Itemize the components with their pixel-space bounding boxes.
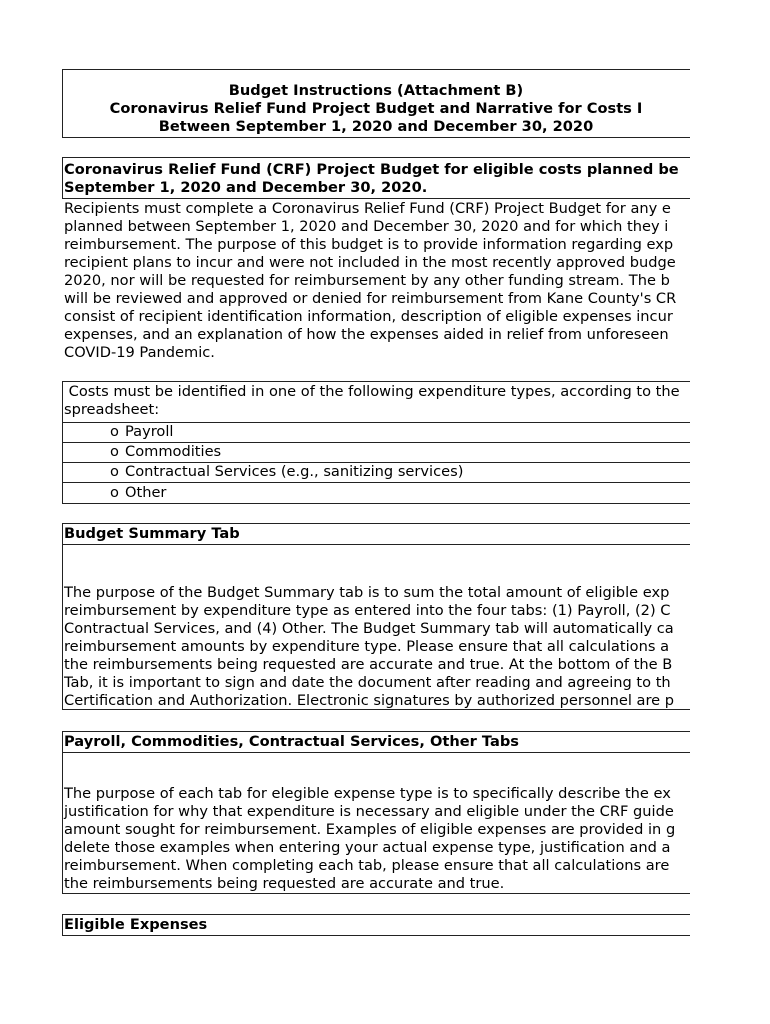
tabs-body-line: justification for why that expenditure is necessary and eligible under the CRF guide: [64, 803, 674, 820]
bullet-icon: o: [110, 484, 119, 501]
summary-body-line: Tab, it is important to sign and date the document after reading and agreeing to th: [64, 674, 671, 691]
summary-body-line: Certification and Authorization. Electronic signatures by authorized personnel are p: [64, 692, 675, 709]
expenditure-type-label: Contractual Services (e.g., sanitizing services): [125, 463, 464, 480]
expenditure-type-other: [110, 484, 166, 502]
crf-body-line: recipient plans to incur and were not included in the most recently approved budge: [64, 254, 676, 271]
crf-body-line: consist of recipient identification information, description of eligible expenses incur: [64, 308, 673, 325]
document-title: Budget Instructions (Attachment B): [228, 82, 524, 99]
tabs-title: Payroll, Commodities, Contractual Services, Other Tabs: [64, 733, 519, 750]
crf-body-line: 2020, nor will be requested for reimbursement by any other funding stream. The b: [64, 272, 670, 289]
crf-body-line: COVID-19 Pandemic.: [64, 344, 215, 361]
expenditure-type-label: Other: [125, 484, 167, 501]
crf-title-line-1: Coronavirus Relief Fund (CRF) Project Budget for eligible costs planned be: [64, 161, 679, 178]
bullet-icon: o: [110, 423, 119, 440]
row-divider: [62, 482, 690, 483]
eligible-title: Eligible Expenses: [64, 916, 208, 933]
summary-body-line: reimbursement by expenditure type as entered into the four tabs: (1) Payroll, (2) C: [64, 602, 671, 619]
expenditure-type-label: Commodities: [125, 443, 222, 460]
tabs-body-line: reimbursement. When completing each tab, please ensure that all calculations are: [64, 857, 670, 874]
tabs-body-line: the reimbursements being requested are accurate and true.: [64, 875, 505, 892]
crf-body-line: planned between September 1, 2020 and December 30, 2020 and for which they i: [64, 218, 669, 235]
crf-title-line-2: September 1, 2020 and December 30, 2020.: [64, 179, 428, 196]
summary-body-line: Contractual Services, and (4) Other. The Budget Summary tab will automatically ca: [64, 620, 674, 637]
tabs-body-line: amount sought for reimbursement. Examples of eligible expenses are provided in g: [64, 821, 676, 838]
tabs-body-line: The purpose of each tab for elegible expense type is to specifically describe the ex: [64, 785, 671, 802]
summary-body-line: reimbursement amounts by expenditure type. Please ensure that all calculations a: [64, 638, 670, 655]
bullet-icon: o: [110, 443, 119, 460]
document-date-range: Between September 1, 2020 and December 30, 2020: [158, 118, 594, 135]
document-page: [62, 0, 690, 1024]
crf-body-line: Recipients must complete a Coronavirus Relief Fund (CRF) Project Budget for any e: [64, 200, 671, 217]
crf-body-line: reimbursement. The purpose of this budget is to provide information regarding exp: [64, 236, 674, 253]
summary-body-line: The purpose of the Budget Summary tab is to sum the total amount of eligible exp: [64, 584, 670, 601]
crf-body-line: expenses, and an explanation of how the expenses aided in relief from unforeseen: [64, 326, 669, 343]
summary-title: Budget Summary Tab: [64, 525, 240, 542]
expenditure-type-contractual: [110, 463, 463, 481]
expenditure-type-label: Payroll: [125, 423, 174, 440]
tabs-body-line: delete those examples when entering your actual expense type, justification and a: [64, 839, 671, 856]
summary-body-line: the reimbursements being requested are accurate and true. At the bottom of the B: [64, 656, 673, 673]
expenditure-type-commodities: [110, 443, 221, 461]
crf-body-line: will be reviewed and approved or denied for reimbursement from Kane County's CR: [64, 290, 677, 307]
expenditure-type-payroll: [110, 423, 173, 441]
document-subtitle: Coronavirus Relief Fund Project Budget and Narrative for Costs I: [109, 100, 643, 117]
bullet-icon: o: [110, 463, 119, 480]
costs-intro-line-2: spreadsheet:: [64, 401, 160, 418]
costs-intro-line-1: Costs must be identified in one of the following expenditure types, according to the: [64, 383, 680, 400]
